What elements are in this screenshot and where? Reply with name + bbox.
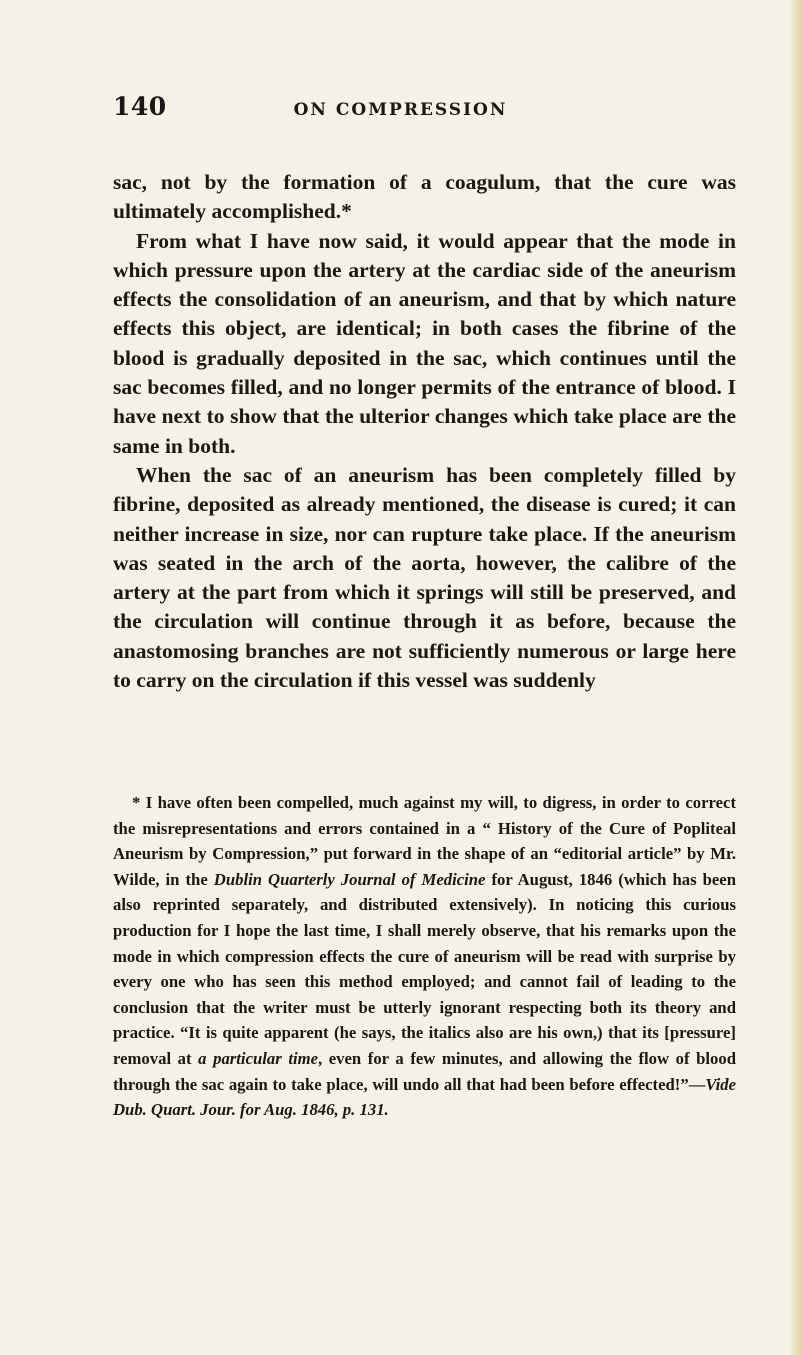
paragraph-1: sac, not by the formation of a coagulum, that the cure was ultimately accomplished.* (113, 170, 736, 224)
paragraph-3: When the sac of an aneurism has been completely filled by fibrine, deposited as already mentioned, the disease is cured; it can neither increase in size, nor can rupture take place. If the aneurism was seated in the arch of the aorta, however, the calibre of the artery at the part from which it springs will still be preserved, and the circulation will continue through it as before, because the anastomosing branches are not sufficiently numerous or large here to carry on the circulation if this vessel was suddenly (113, 462, 736, 693)
footnote-text-1: * I have often been compelled, much against my will, to digress, in order to correct the misrepresentations and errors contained in a “ History of the Cure of Popliteal Aneurism by Compression,” put forward in the shape of an “editorial article” by Mr. Wilde, in the (113, 793, 736, 889)
page-edge-shadow (789, 0, 801, 1355)
footnote (113, 790, 736, 1123)
page-number: 140 (113, 92, 167, 121)
footnote-text-2: for August, 1846 (which has been also reprinted separately, and distributed extensively). In noticing this curious production for I hope the last time, I shall merely observe, that his remarks upon the mode in which compression effects the cure of aneurism will be read with surprise by every one who has seen this method employed; and cannot fail of leading to the conclusion that the writer must be utterly ignorant respecting both its theory and practice. “It is quite apparent (he says, the italics also are his own,) that its [pressure] removal at (113, 869, 736, 1068)
paragraph-2: From what I have now said, it would appear that the mode in which pressure upon the artery at the cardiac side of the aneurism effects the consolidation of an aneurism, and that by which nature effects this object, are identical; in both cases the fibrine of the blood is gradually deposited in the sac, which continues until the sac becomes filled, and no longer permits of the entrance of blood. I have next to show that the ulterior changes which take place are the same in both. (113, 228, 736, 458)
footnote-citation: Vide Dub. Quart. Jour. for Aug. 1846, p. 131. (113, 1074, 736, 1120)
footnote-journal-title: Dublin Quarterly Journal of Medicine (213, 869, 486, 889)
main-text (113, 168, 736, 695)
running-head: ON COMPRESSION (293, 100, 508, 120)
page-header (0, 92, 801, 132)
footnote-emphasis: a particular time (198, 1048, 318, 1068)
footnote-text-3: , even for a few minutes, and allowing the flow of blood through the sac again to take place, will undo all that had been before effected!”— (113, 1048, 737, 1094)
